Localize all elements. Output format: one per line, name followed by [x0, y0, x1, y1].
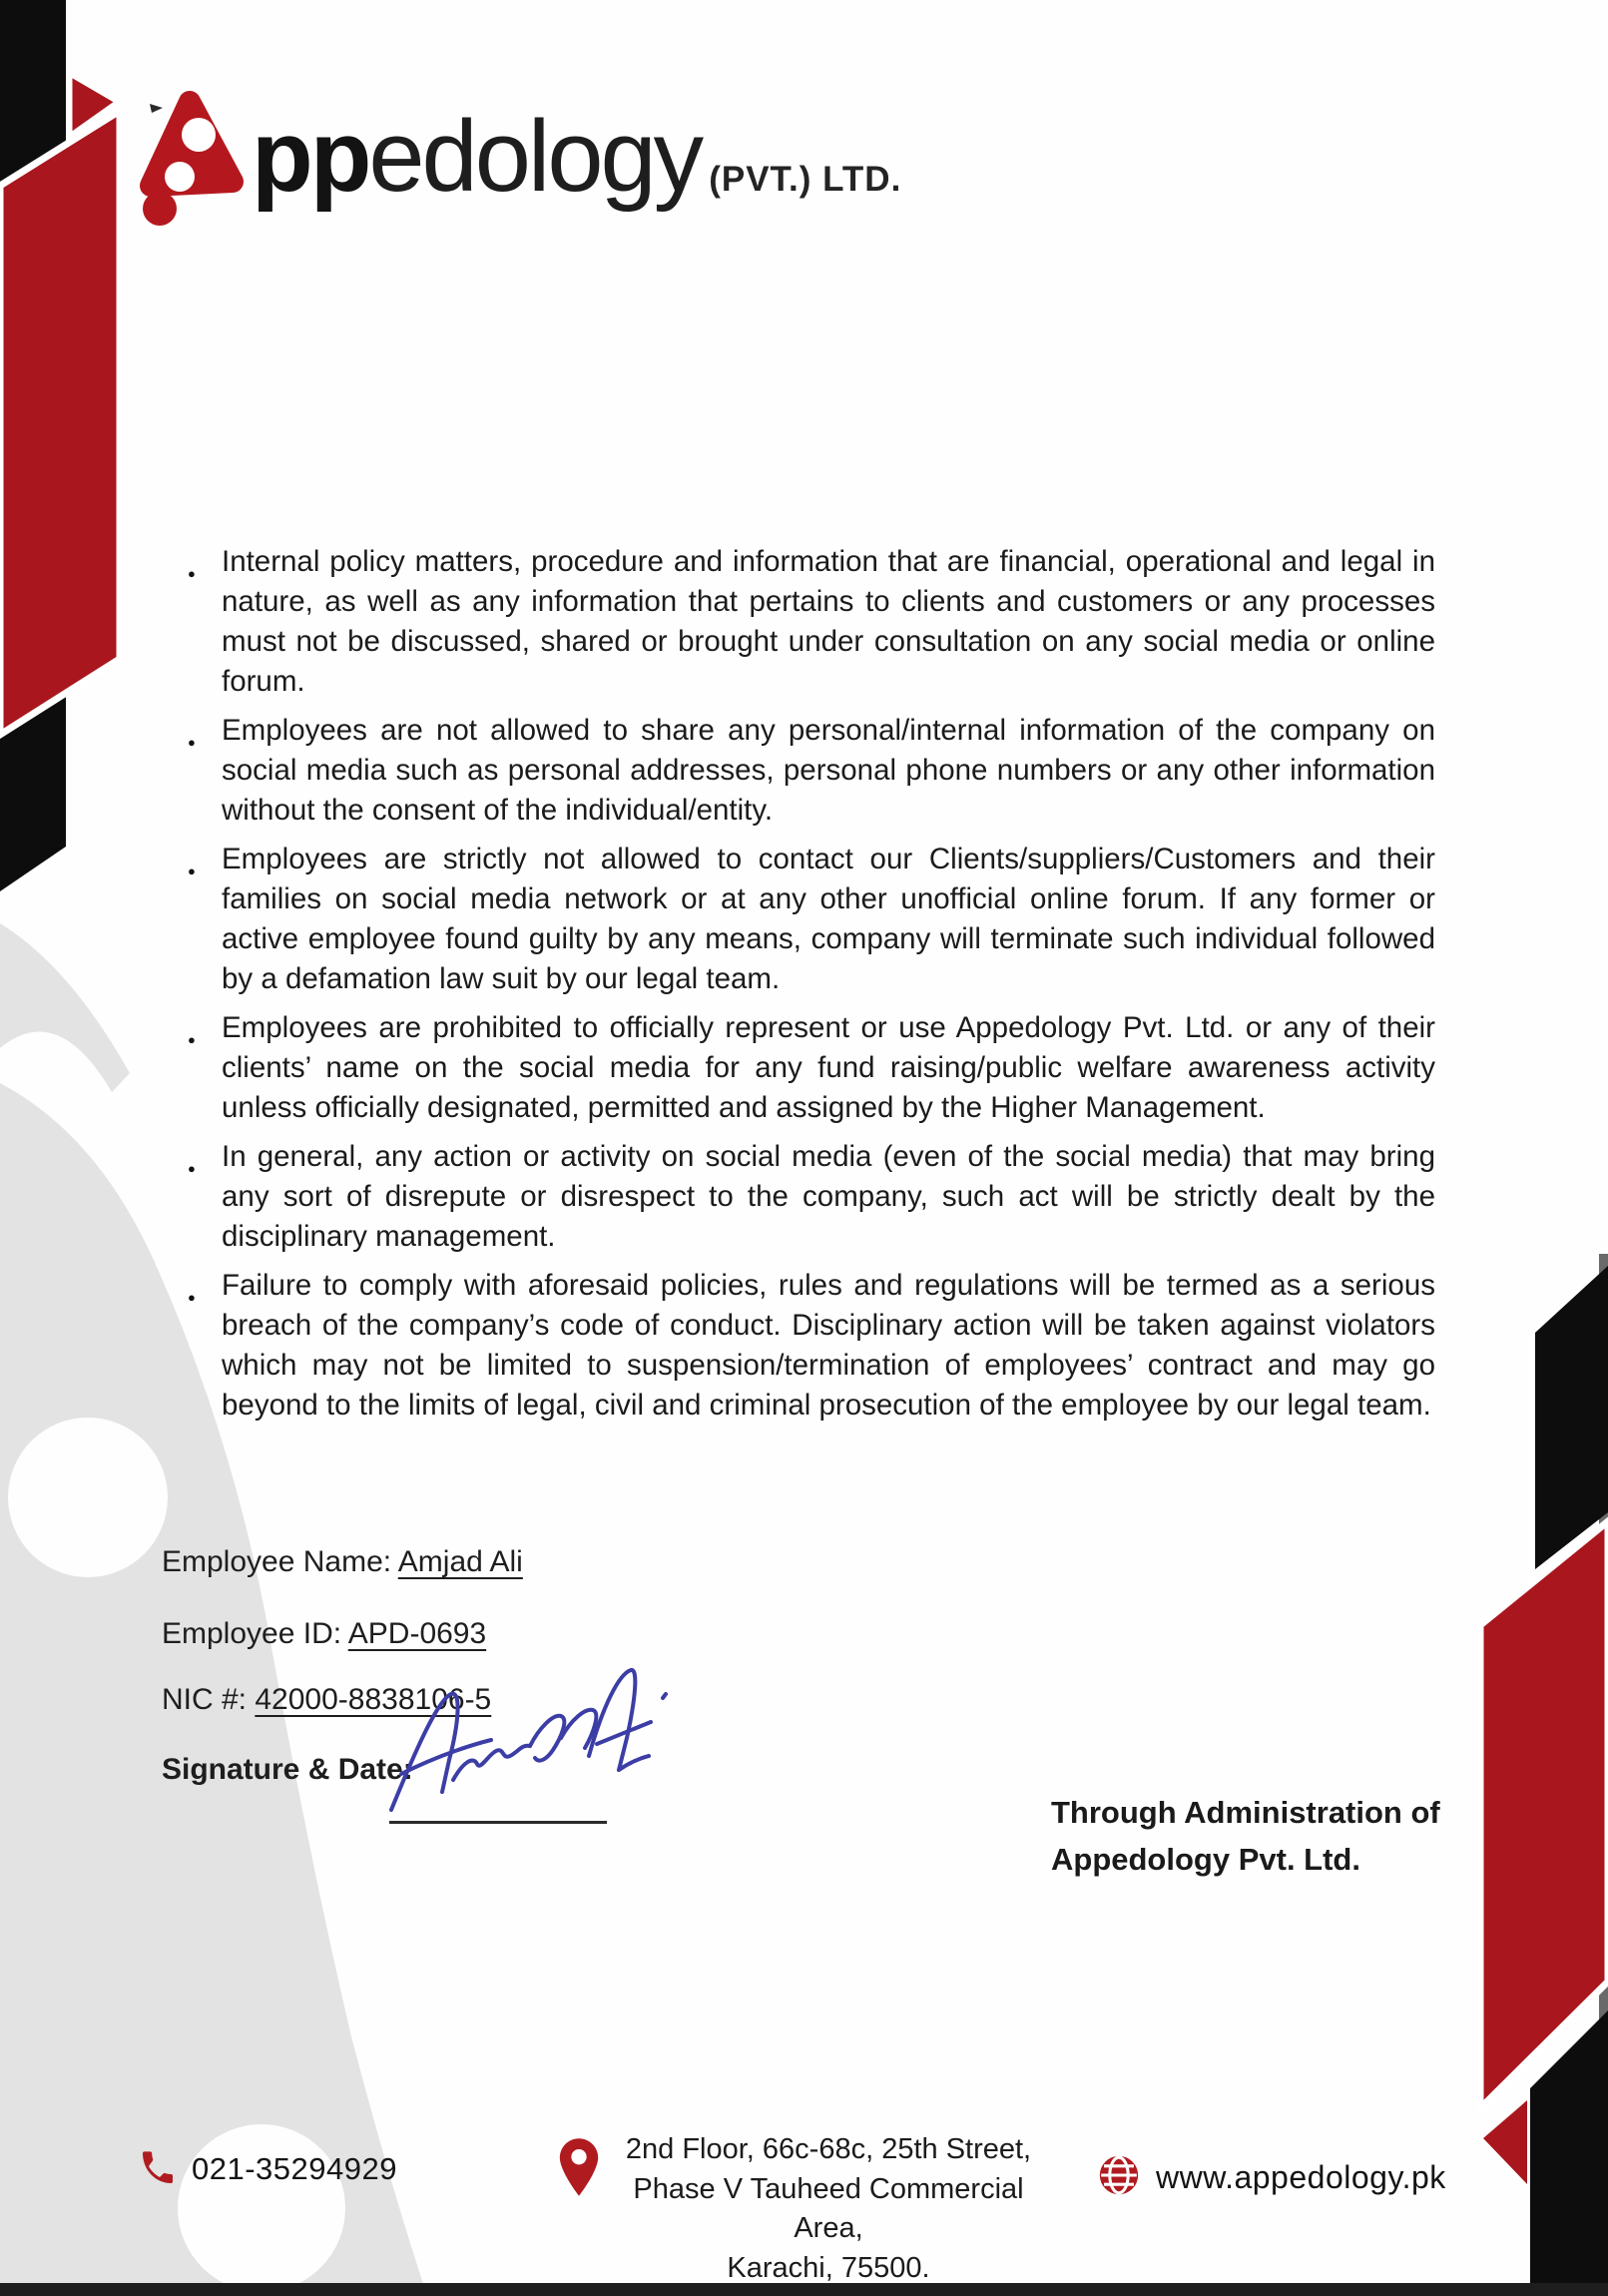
footer-address-line: 2nd Floor, 66c-68c, 25th Street,: [625, 2133, 1032, 2165]
footer-address: [611, 2130, 1046, 2288]
admin-note-line1: Through Administration of: [1051, 1795, 1440, 1830]
footer-address-line: Phase V Tauheed Commercial Area,: [633, 2172, 1024, 2244]
employee-id-field: [162, 1617, 486, 1651]
policy-bullet: ● Employees are prohibited to officially represent or use Appedology Pvt. Ltd. or any of their clients’ name on the social media for any fund raising/public welfare awareness activity unless officially designated, permitted and assigned by the Higher Management.: [222, 1008, 1435, 1128]
employee-name-value: Amjad Ali: [397, 1545, 523, 1578]
employee-name-label: Employee Name:: [162, 1545, 398, 1578]
globe-icon: [1096, 2152, 1142, 2198]
admin-note-line2: Appedology Pvt. Ltd.: [1051, 1842, 1360, 1877]
policy-bullet-list: [222, 542, 1435, 1435]
logo-wordmark: [252, 101, 902, 213]
nic-label: NIC #:: [162, 1683, 256, 1716]
policy-bullet: ● Employees are not allowed to share any personal/internal information of the company on social media such as personal addresses, personal phone numbers or any other information without the consent of the individual/entity.: [222, 711, 1435, 831]
appedology-logo-icon: [133, 88, 248, 238]
logo-suffix: (PVT.) LTD.: [709, 160, 902, 199]
footer-address-line: Karachi, 75500.: [727, 2251, 930, 2284]
nic-value: 42000-8838106-5: [255, 1683, 492, 1716]
policy-bullet: ● Employees are strictly not allowed to contact our Clients/suppliers/Customers and their families on social media network or at any other unofficial online forum. If any former or active employee found guilty by any means, company will terminate such individual followed by a defamation law suit by our legal team.: [222, 840, 1435, 999]
policy-bullet: ● Failure to comply with aforesaid policies, rules and regulations will be termed as a serious breach of the company’s code of conduct. Disciplinary action will be taken against violators which may not be limited to suspension/termination of employees’ contract and may go beyond to the limits of legal, civil and criminal prosecution of the employee by our legal team.: [222, 1266, 1435, 1426]
right-edge-shapes: [1480, 1254, 1608, 2286]
footer-phone: 021-35294929: [192, 2151, 397, 2186]
logo-word-bold: pp: [252, 101, 369, 213]
admin-note: [1051, 1789, 1440, 1883]
employee-id-value: APD-0693: [347, 1617, 487, 1650]
left-corner-shapes: [0, 0, 120, 891]
location-pin-icon: [556, 2136, 602, 2198]
phone-icon: [138, 2148, 178, 2188]
signature-scribble: [379, 1652, 689, 1827]
employee-id-label: Employee ID:: [162, 1617, 348, 1650]
policy-bullet: ● Internal policy matters, procedure and information that are financial, operational and legal in nature, as well as any information that pertains to clients and customers or any processes must not be discussed, shared or brought under consultation on any social media or online forum.: [222, 542, 1435, 702]
policy-bullet: ● In general, any action or activity on social media (even of the social media) that may bring any sort of disrepute or disrespect to the company, such act will be strictly dealt by the disciplinary management.: [222, 1137, 1435, 1257]
footer-website: www.appedology.pk: [1156, 2159, 1446, 2195]
logo-word-light: edology: [368, 101, 702, 213]
employee-name-field: [162, 1545, 523, 1579]
signature-date-label: Signature & Date:: [162, 1753, 413, 1786]
